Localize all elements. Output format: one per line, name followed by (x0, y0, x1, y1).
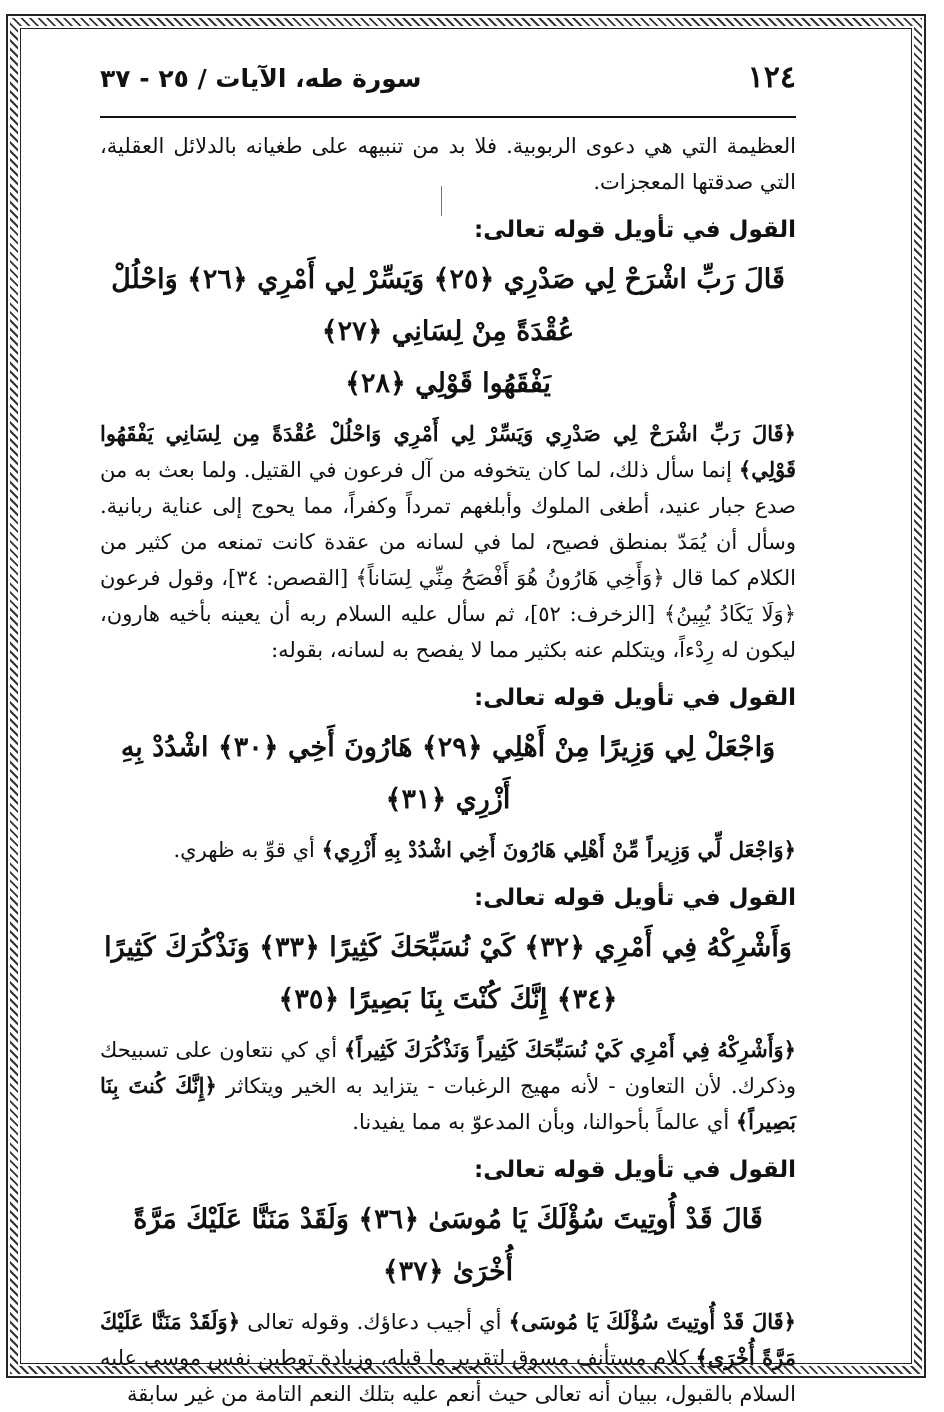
commentary-text: أي قوِّ به ظهري. (173, 838, 315, 862)
quoted-verse: ﴿قَالَ رَبِّ اشْرَحْ لِي صَدْرِي وَيَسِّرْ لِي أَمْرِي وَاحْلُلْ عُقْدَةً مِن لِسَانِي يَفْقَهُوا قَوْلِي﴾ (100, 421, 796, 482)
quoted-verse: ﴿وَاجْعَل لِّي وَزِيراً مِّنْ أَهْلِي هَارُونَ أَخِي اشْدُدْ بِهِ أَزْرِي﴾ (321, 837, 796, 862)
section-heading-3: القول في تأويل قوله تعالى: (474, 885, 796, 911)
quoted-verse: ﴿وَلَقَدْ مَنَنَّا عَلَيْكَ مَرَّةً أُخْرَى﴾ (100, 1309, 796, 1370)
section-heading-4: القول في تأويل قوله تعالى: (474, 1157, 796, 1183)
commentary-text: إنما سأل ذلك، لما كان يتخوفه من آل فرعون في القتيل. ولما بعث به من صدع جبار عنيد، أطغى الملوك وأبلغهم تمرداً وكفراً، مما يحوج إلى عناية ربانية. وسأل أن يُمَدّ بمنطق فصيح، لما في لسانه من عقدة كانت تمنعه من كثير من الكلام كما قال ﴿وَأَخِي هَارُونُ هُوَ أَفْصَحُ مِنِّي لِسَاناً﴾ [القصص: ٣٤]، وقول فرعون ﴿وَلَا يَكَادُ يُبِينُ﴾ [الزخرف: ٥٢]، ثم سأل عليه السلام ربه أن يعينه بأخيه هارون، ليكون له رِدْءاً، ويتكلم عنه بكثير مما لا يفصح به لسانه، بقوله: (100, 458, 796, 662)
quoted-verse: ﴿إِنَّكَ كُنتَ بِنَا بَصِيراً﴾ (100, 1073, 796, 1134)
running-header (100, 60, 796, 118)
commentary-text: أي أجيب دعاؤك. وقوله تعالى (247, 1310, 502, 1334)
verse-block-2: وَاجْعَلْ لِي وَزِيرًا مِنْ أَهْلِي ﴿٢٩﴾ هَارُونَ أَخِي ﴿٣٠﴾ اشْدُدْ بِهِ أَزْرِي ﴿٣١﴾ (120, 732, 776, 815)
commentary-paragraph-2 (100, 832, 796, 868)
verse-block-1 (100, 254, 796, 410)
quoted-verse: ﴿وَأَشْرِكْهُ فِي أَمْرِي كَيْ نُسَبِّحَكَ كَثِيراً وَنَذْكُرَكَ كَثِيراً﴾ (343, 1037, 796, 1062)
header-title: سورة طه، الآيات / ٢٥ - ٣٧ (100, 64, 422, 93)
verse-line-1b: يَفْقَهُوا قَوْلِي ﴿٢٨﴾ (345, 368, 551, 399)
section-heading-1: القول في تأويل قوله تعالى: (474, 217, 796, 243)
commentary-text: أي كي نتعاون على تسبيحك وذكرك. لأن التعاون - لأنه مهيج الرغبات - يتزايد به الخير ويتكاثر (100, 1038, 796, 1098)
verse-block-4: قَالَ قَدْ أُوتِيتَ سُؤْلَكَ يَا مُوسَىٰ ﴿٣٦﴾ وَلَقَدْ مَنَنَّا عَلَيْكَ مَرَّةً أُخْرَىٰ ﴿٣٧﴾ (133, 1204, 763, 1287)
page-content (100, 60, 796, 1412)
quoted-verse: ﴿قَالَ قَدْ أُوتِيتَ سُؤْلَكَ يَا مُوسَى﴾ (508, 1309, 796, 1334)
intro-paragraph: العظيمة التي هي دعوى الربوبية. فلا بد من تنبيهه على طغيانه بالدلائل العقلية، التي صدقتها المعجزات. (100, 134, 796, 194)
verse-line-1a: قَالَ رَبِّ اشْرَحْ لِي صَدْرِي ﴿٢٥﴾ وَيَسِّرْ لِي أَمْرِي ﴿٢٦﴾ وَاحْلُلْ عُقْدَةً مِنْ لِسَانِي ﴿٢٧﴾ (111, 264, 785, 347)
commentary-text: أي عالماً بأحوالنا، وبأن المدعوّ به مما يفيدنا. (352, 1110, 730, 1134)
commentary-paragraph-3 (100, 1032, 796, 1140)
verse-block-3: وَأَشْرِكْهُ فِي أَمْرِي ﴿٣٢﴾ كَيْ نُسَبِّحَكَ كَثِيرًا ﴿٣٣﴾ وَنَذْكُرَكَ كَثِيرًا ﴿٣٤﴾ إِنَّكَ كُنْتَ بِنَا بَصِيرًا ﴿٣٥﴾ (104, 932, 792, 1015)
section-heading-2: القول في تأويل قوله تعالى: (474, 685, 796, 711)
commentary-paragraph-1 (100, 416, 796, 668)
commentary-text: كلام مستأنف مسوق لتقرير ما قبله، وزيادة توطين نفس موسى عليه السلام بالقبول، ببيان أنه تعالى حيث أنعم عليه بتلك النعم التامة من غير سابقة (100, 1346, 796, 1406)
commentary-paragraph-4 (100, 1304, 796, 1412)
page-number: ١٢٤ (747, 60, 796, 95)
